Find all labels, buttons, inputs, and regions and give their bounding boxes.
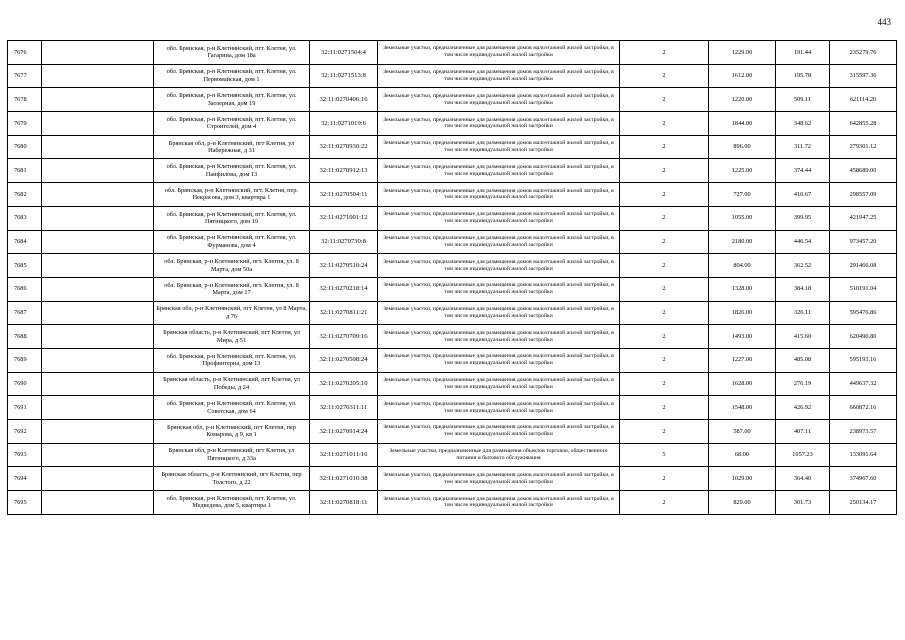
group-cell: 5: [620, 443, 709, 467]
row-number-cell: 7680: [8, 135, 42, 159]
group-cell: 2: [620, 112, 709, 136]
cadastral-number-cell: 32:11:0271001:12: [310, 206, 378, 230]
blank-cell: [42, 277, 154, 301]
cadastral-number-cell: 32:11:0270811:21: [310, 301, 378, 325]
land-use-cell: Земельные участки, предназначенные для размещения домов малоэтажной жилой застройки, в том числе индивидуальной жилой застройки: [378, 230, 620, 254]
land-use-cell: Земельные участки, предназначенные для размещения домов малоэтажной жилой застройки, в том числе индивидуальной жилой застройки: [378, 325, 620, 349]
rate-cell: 374.44: [776, 159, 830, 183]
table-row: [8, 64, 897, 88]
cadastral-number-cell: 32:11:0271019:6: [310, 112, 378, 136]
address-cell: Брянская область, р-н Клетнянский, пгт Клетня, ул Мира, д 51: [154, 325, 310, 349]
group-cell: 2: [620, 159, 709, 183]
area-cell: 829.00: [709, 491, 776, 515]
area-cell: 1844.00: [709, 112, 776, 136]
group-cell: 2: [620, 348, 709, 372]
blank-cell: [42, 64, 154, 88]
blank-cell: [42, 88, 154, 112]
row-number-cell: 7689: [8, 348, 42, 372]
rate-cell: 276.19: [776, 372, 830, 396]
address-cell: Брянская обл, р-н Клетнянский, пгт Клетня, пер Комарова, д 9, кв 1: [154, 420, 310, 444]
blank-cell: [42, 230, 154, 254]
rate-cell: 364.40: [776, 467, 830, 491]
address-cell: Брянская область, р-н Клетнянский, пгт Клетня, пер Толстого, д 22: [154, 467, 310, 491]
rate-cell: 446.54: [776, 230, 830, 254]
rate-cell: 326.11: [776, 301, 830, 325]
area-cell: 1826.00: [709, 301, 776, 325]
row-number-cell: 7682: [8, 183, 42, 207]
land-use-cell: Земельные участки, предназначенные для размещения домов малоэтажной жилой застройки, в том числе индивидуальной жилой застройки: [378, 396, 620, 420]
group-cell: 2: [620, 88, 709, 112]
area-cell: 1220.00: [709, 88, 776, 112]
address-cell: обл. Брянская, р-н Клетнянский, пгт. Клетня, ул. Советская, дом 64: [154, 396, 310, 420]
group-cell: 2: [620, 467, 709, 491]
cadastral-number-cell: 32:11:0270914:24: [310, 420, 378, 444]
group-cell: 2: [620, 135, 709, 159]
row-number-cell: 7684: [8, 230, 42, 254]
address-cell: обл. Брянская, р-н Клетнянский, пгт. Клетня, ул. Заозерная, дом 19: [154, 88, 310, 112]
cadastral-value-cell: 510191.04: [830, 277, 897, 301]
cadastral-number-cell: 32:11:0270930:22: [310, 135, 378, 159]
table-row: [8, 301, 897, 325]
blank-cell: [42, 135, 154, 159]
cadastral-number-cell: 32:11:0270730:8: [310, 230, 378, 254]
land-use-cell: Земельные участки, предназначенные для размещения домов малоэтажной жилой застройки, в том числе индивидуальной жилой застройки: [378, 348, 620, 372]
blank-cell: [42, 491, 154, 515]
blank-cell: [42, 420, 154, 444]
cadastral-number-cell: 32:11:0271504:4: [310, 41, 378, 65]
row-number-cell: 7694: [8, 467, 42, 491]
area-cell: 68.00: [709, 443, 776, 467]
table-row: [8, 206, 897, 230]
table-row: [8, 254, 897, 278]
rate-cell: 195.78: [776, 64, 830, 88]
area-cell: 587.00: [709, 420, 776, 444]
cadastral-value-cell: 133091.64: [830, 443, 897, 467]
cadastral-number-cell: 32:11:0271011:16: [310, 443, 378, 467]
cadastral-value-cell: 250134.17: [830, 491, 897, 515]
land-use-cell: Земельные участки, предназначенные для размещения домов малоэтажной жилой застройки, в том числе индивидуальной жилой застройки: [378, 372, 620, 396]
cadastral-number-cell: 32:11:0270504:11: [310, 183, 378, 207]
cadastral-number-cell: 32:11:0270508:24: [310, 348, 378, 372]
row-number-cell: 7681: [8, 159, 42, 183]
row-number-cell: 7687: [8, 301, 42, 325]
area-cell: 1628.00: [709, 372, 776, 396]
table-row: [8, 396, 897, 420]
group-cell: 2: [620, 254, 709, 278]
rate-cell: 426.92: [776, 396, 830, 420]
address-cell: Брянская обл, р-н Клетнянский, пгт Клетня, ул Набережная, д 31: [154, 135, 310, 159]
rate-cell: 415.60: [776, 325, 830, 349]
cadastral-value-cell: 449637.32: [830, 372, 897, 396]
group-cell: 2: [620, 491, 709, 515]
cadastral-value-cell: 374967.60: [830, 467, 897, 491]
table-row: [8, 230, 897, 254]
group-cell: 2: [620, 206, 709, 230]
rate-cell: 348.62: [776, 112, 830, 136]
cadastral-value-cell: 620490.80: [830, 325, 897, 349]
table-row: [8, 88, 897, 112]
row-number-cell: 7688: [8, 325, 42, 349]
land-use-cell: Земельные участки, предназначенные для размещения домов малоэтажной жилой застройки, в том числе индивидуальной жилой застройки: [378, 64, 620, 88]
address-cell: обл. Брянская, р-н Клетнянский, пгт. Клетня, пер. Некрасова, дом 3, квартира 1: [154, 183, 310, 207]
group-cell: 2: [620, 64, 709, 88]
row-number-cell: 7685: [8, 254, 42, 278]
rate-cell: 301.73: [776, 491, 830, 515]
table-row: [8, 348, 897, 372]
rate-cell: 1957.23: [776, 443, 830, 467]
area-cell: 896.00: [709, 135, 776, 159]
cadastral-number-cell: 32:11:0271513:8: [310, 64, 378, 88]
area-cell: 1055.00: [709, 206, 776, 230]
land-registry-table: [7, 40, 897, 515]
row-number-cell: 7676: [8, 41, 42, 65]
area-cell: 804.00: [709, 254, 776, 278]
table-row: [8, 112, 897, 136]
table-row: [8, 325, 897, 349]
rate-cell: 362.52: [776, 254, 830, 278]
cadastral-value-cell: 595476.86: [830, 301, 897, 325]
land-use-cell: Земельные участки, предназначенные для размещения домов малоэтажной жилой застройки, в том числе индивидуальной жилой застройки: [378, 491, 620, 515]
table-row: [8, 277, 897, 301]
land-use-cell: Земельные участки, предназначенные для размещения домов малоэтажной жилой застройки, в том числе индивидуальной жилой застройки: [378, 277, 620, 301]
address-cell: обл. Брянская, р-н Клетнянский, пгт. Клетня, ул. Гагарина, дом 18а: [154, 41, 310, 65]
cadastral-value-cell: 238973.57: [830, 420, 897, 444]
cadastral-value-cell: 973457.20: [830, 230, 897, 254]
blank-cell: [42, 183, 154, 207]
cadastral-value-cell: 421947.25: [830, 206, 897, 230]
land-use-cell: Земельные участки, предназначенные для размещения домов малоэтажной жилой застройки, в том числе индивидуальной жилой застройки: [378, 467, 620, 491]
blank-cell: [42, 41, 154, 65]
group-cell: 2: [620, 325, 709, 349]
address-cell: Брянская обл, р-н Клетнянский, пгт Клетня, ул 8 Марта, д 76: [154, 301, 310, 325]
blank-cell: [42, 443, 154, 467]
address-cell: Брянская область, р-н Клетнянский, пгт Клетня, ул Победы, д 24: [154, 372, 310, 396]
table-row: [8, 443, 897, 467]
address-cell: обл. Брянская, р-н Клетнянский, пгт. Клетня, ул. 8 Марта, дом 50а: [154, 254, 310, 278]
land-use-cell: Земельные участки, предназначенные для размещения домов малоэтажной жилой застройки, в том числе индивидуальной жилой застройки: [378, 135, 620, 159]
blank-cell: [42, 467, 154, 491]
land-use-cell: Земельные участки, предназначенные для размещения объектов торговли, общественного питания и бытового обслуживания: [378, 443, 620, 467]
address-cell: обл. Брянская, р-н Клетнянский, пгт. Клетня, ул. Фурманова, дом 4: [154, 230, 310, 254]
land-use-cell: Земельные участки, предназначенные для размещения домов малоэтажной жилой застройки, в том числе индивидуальной жилой застройки: [378, 88, 620, 112]
cadastral-value-cell: 621114.20: [830, 88, 897, 112]
address-cell: обл. Брянская, р-н Клетнянский, пгт. Клетня, ул. Пятницкого, дом 19: [154, 206, 310, 230]
address-cell: обл. Брянская, р-н Клетнянский, пгт. Клетня, ул. Медведева, дом 5, квартира 1: [154, 491, 310, 515]
group-cell: 2: [620, 277, 709, 301]
group-cell: 2: [620, 372, 709, 396]
table-row: [8, 135, 897, 159]
land-use-cell: Земельные участки, предназначенные для размещения домов малоэтажной жилой застройки, в том числе индивидуальной жилой застройки: [378, 420, 620, 444]
land-use-cell: Земельные участки, предназначенные для размещения домов малоэтажной жилой застройки, в том числе индивидуальной жилой застройки: [378, 301, 620, 325]
area-cell: 1029.00: [709, 467, 776, 491]
cadastral-number-cell: 32:11:0270311:11: [310, 396, 378, 420]
row-number-cell: 7679: [8, 112, 42, 136]
cadastral-value-cell: 279301.12: [830, 135, 897, 159]
blank-cell: [42, 372, 154, 396]
cadastral-number-cell: 32:11:0270406:16: [310, 88, 378, 112]
land-use-cell: Земельные участки, предназначенные для размещения домов малоэтажной жилой застройки, в том числе индивидуальной жилой застройки: [378, 41, 620, 65]
row-number-cell: 7693: [8, 443, 42, 467]
rate-cell: 384.18: [776, 277, 830, 301]
area-cell: 1225.00: [709, 159, 776, 183]
rate-cell: 399.95: [776, 206, 830, 230]
cadastral-value-cell: 458689.00: [830, 159, 897, 183]
rate-cell: 311.72: [776, 135, 830, 159]
address-cell: обл. Брянская, р-н Клетнянский, пгт. Клетня, ул. Первомайская, дом 1: [154, 64, 310, 88]
table-row: [8, 183, 897, 207]
group-cell: 2: [620, 41, 709, 65]
cadastral-value-cell: 291466.08: [830, 254, 897, 278]
row-number-cell: 7678: [8, 88, 42, 112]
rate-cell: 509.11: [776, 88, 830, 112]
table-row: [8, 467, 897, 491]
cadastral-number-cell: 32:11:0270818:11: [310, 491, 378, 515]
group-cell: 2: [620, 396, 709, 420]
area-cell: 1493.00: [709, 325, 776, 349]
row-number-cell: 7692: [8, 420, 42, 444]
row-number-cell: 7695: [8, 491, 42, 515]
row-number-cell: 7691: [8, 396, 42, 420]
cadastral-value-cell: 642855.28: [830, 112, 897, 136]
cadastral-value-cell: 660872.16: [830, 396, 897, 420]
cadastral-number-cell: 32:11:0270912:13: [310, 159, 378, 183]
land-use-cell: Земельные участки, предназначенные для размещения домов малоэтажной жилой застройки, в том числе индивидуальной жилой застройки: [378, 159, 620, 183]
row-number-cell: 7690: [8, 372, 42, 396]
blank-cell: [42, 396, 154, 420]
rate-cell: 407.11: [776, 420, 830, 444]
land-use-cell: Земельные участки, предназначенные для размещения домов малоэтажной жилой застройки, в том числе индивидуальной жилой застройки: [378, 206, 620, 230]
land-use-cell: Земельные участки, предназначенные для размещения домов малоэтажной жилой застройки, в том числе индивидуальной жилой застройки: [378, 183, 620, 207]
area-cell: 1229.00: [709, 41, 776, 65]
area-cell: 1227.00: [709, 348, 776, 372]
table-row: [8, 372, 897, 396]
area-cell: 2180.00: [709, 230, 776, 254]
group-cell: 2: [620, 301, 709, 325]
row-number-cell: 7686: [8, 277, 42, 301]
table-row: [8, 420, 897, 444]
table-row: [8, 41, 897, 65]
area-cell: 727.00: [709, 183, 776, 207]
cadastral-value-cell: 298557.09: [830, 183, 897, 207]
area-cell: 1612.00: [709, 64, 776, 88]
blank-cell: [42, 112, 154, 136]
cadastral-value-cell: 595193.16: [830, 348, 897, 372]
address-cell: обл. Брянская, р-н Клетнянский, пгт. Клетня, ул. Строителей, дом 4: [154, 112, 310, 136]
row-number-cell: 7677: [8, 64, 42, 88]
land-use-cell: Земельные участки, предназначенные для размещения домов малоэтажной жилой застройки, в том числе индивидуальной жилой застройки: [378, 112, 620, 136]
rate-cell: 485.08: [776, 348, 830, 372]
group-cell: 2: [620, 183, 709, 207]
cadastral-number-cell: 32:11:0270205:10: [310, 372, 378, 396]
blank-cell: [42, 325, 154, 349]
cadastral-number-cell: 32:11:0270218:14: [310, 277, 378, 301]
blank-cell: [42, 301, 154, 325]
blank-cell: [42, 206, 154, 230]
cadastral-number-cell: 32:11:0270709:16: [310, 325, 378, 349]
blank-cell: [42, 254, 154, 278]
row-number-cell: 7683: [8, 206, 42, 230]
group-cell: 2: [620, 420, 709, 444]
group-cell: 2: [620, 230, 709, 254]
table-row: [8, 491, 897, 515]
area-cell: 1328.00: [709, 277, 776, 301]
cadastral-number-cell: 32:11:0270510:24: [310, 254, 378, 278]
address-cell: Брянская обл, р-н Клетнянский, пгт Клетня, ул Пятницкого, д 33а: [154, 443, 310, 467]
area-cell: 1548.00: [709, 396, 776, 420]
cadastral-value-cell: 315597.36: [830, 64, 897, 88]
blank-cell: [42, 159, 154, 183]
rate-cell: 191.44: [776, 41, 830, 65]
cadastral-value-cell: 235279.76: [830, 41, 897, 65]
cadastral-number-cell: 32:11:0271010:38: [310, 467, 378, 491]
land-use-cell: Земельные участки, предназначенные для размещения домов малоэтажной жилой застройки, в том числе индивидуальной жилой застройки: [378, 254, 620, 278]
table-row: [8, 159, 897, 183]
address-cell: обл. Брянская, р-н Клетнянский, пгт. Клетня, ул. Профинтерна, дом 13: [154, 348, 310, 372]
blank-cell: [42, 348, 154, 372]
rate-cell: 410.67: [776, 183, 830, 207]
address-cell: обл. Брянская, р-н Клетнянский, пгт. Клетня, ул. Панфилова, дом 13: [154, 159, 310, 183]
address-cell: обл. Брянская, р-н Клетнянский, пгт. Клетня, ул. 8 Марта, дом 17: [154, 277, 310, 301]
table-body: [8, 41, 897, 515]
page-number: 443: [877, 17, 891, 27]
